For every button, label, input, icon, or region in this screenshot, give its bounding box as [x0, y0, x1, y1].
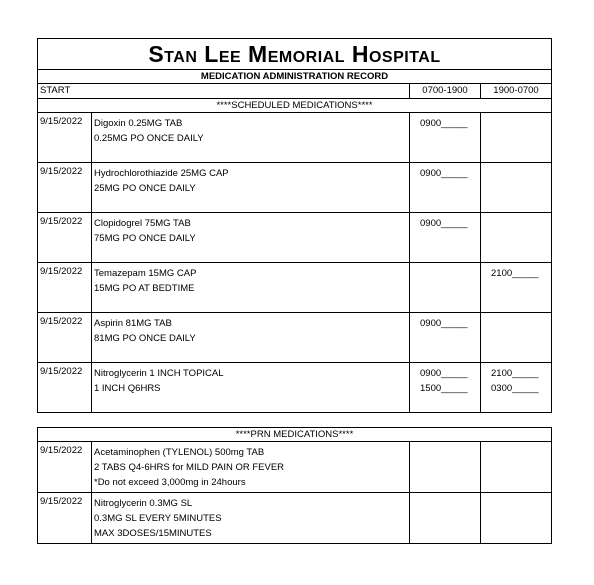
day-shift-cell	[410, 363, 481, 412]
night-shift-cell	[481, 442, 551, 492]
medication-row	[38, 213, 551, 263]
medication-name: Nitroglycerin 1 INCH TOPICAL	[94, 368, 224, 379]
medication-instruction: 0.25MG PO ONCE DAILY	[94, 133, 204, 144]
medication-instruction: 15MG PO AT BEDTIME	[94, 283, 195, 294]
medication-name: Hydrochlorothiazide 25MG CAP	[94, 168, 229, 179]
administration-time: 0900_____	[420, 168, 468, 179]
day-shift-cell	[410, 493, 481, 543]
scheduled-section-label: ****SCHEDULED MEDICATIONS****	[38, 99, 551, 113]
shift-day-header: 0700-1900	[410, 84, 481, 98]
medication-cell	[92, 313, 410, 362]
administration-time: 2100_____	[491, 368, 539, 379]
day-shift-cell	[410, 313, 481, 362]
start-date: 9/15/2022	[38, 363, 92, 412]
start-date: 9/15/2022	[38, 213, 92, 262]
night-shift-cell	[481, 213, 551, 262]
start-date: 9/15/2022	[38, 442, 92, 492]
medication-instruction: *Do not exceed 3,000mg in 24hours	[94, 477, 246, 488]
medication-instruction: MAX 3DOSES/15MINUTES	[94, 528, 212, 539]
administration-time: 0300_____	[491, 383, 539, 394]
medication-instruction: 0.3MG SL EVERY 5MINUTES	[94, 513, 222, 524]
start-date: 9/15/2022	[38, 313, 92, 362]
start-date: 9/15/2022	[38, 263, 92, 312]
medication-name: Digoxin 0.25MG TAB	[94, 118, 183, 129]
medication-instruction: 25MG PO ONCE DAILY	[94, 183, 196, 194]
night-shift-cell	[481, 263, 551, 312]
medication-row	[38, 363, 551, 412]
administration-time: 0900_____	[420, 118, 468, 129]
medication-cell	[92, 493, 410, 543]
medication-instruction: 75MG PO ONCE DAILY	[94, 233, 196, 244]
medication-cell	[92, 163, 410, 212]
medication-row	[38, 442, 551, 493]
night-shift-cell	[481, 493, 551, 543]
prn-section-label: ****PRN MEDICATIONS****	[38, 428, 551, 442]
medication-cell	[92, 113, 410, 162]
prn-medication-list	[38, 442, 551, 543]
medication-cell	[92, 442, 410, 492]
scheduled-medication-list	[38, 113, 551, 412]
medication-instruction: 1 INCH Q6HRS	[94, 383, 161, 394]
administration-time: 1500_____	[420, 383, 468, 394]
start-date: 9/15/2022	[38, 163, 92, 212]
night-shift-cell	[481, 313, 551, 362]
day-shift-cell	[410, 263, 481, 312]
start-date: 9/15/2022	[38, 113, 92, 162]
medication-name: Nitroglycerin 0.3MG SL	[94, 498, 193, 509]
administration-time: 0900_____	[420, 368, 468, 379]
medication-name: Aspirin 81MG TAB	[94, 318, 172, 329]
medication-row	[38, 313, 551, 363]
shift-night-header: 1900-0700	[493, 85, 539, 96]
night-shift-cell	[481, 163, 551, 212]
medication-row	[38, 163, 551, 213]
column-header-row	[38, 84, 551, 99]
medication-row	[38, 493, 551, 543]
medication-row	[38, 263, 551, 313]
administration-time: 2100_____	[491, 268, 539, 279]
record-title: MEDICATION ADMINISTRATION RECORD	[38, 70, 551, 84]
medication-row	[38, 113, 551, 163]
day-shift-cell	[410, 213, 481, 262]
hospital-name: Stan Lee Memorial Hospital	[38, 39, 551, 70]
prn-sheet	[37, 427, 552, 544]
administration-time: 0900_____	[420, 218, 468, 229]
medication-instruction: 2 TABS Q4-6HRS for MILD PAIN OR FEVER	[94, 462, 285, 473]
night-shift-cell	[481, 363, 551, 412]
start-label: START	[38, 84, 410, 98]
medication-cell	[92, 363, 410, 412]
day-shift-cell	[410, 113, 481, 162]
medication-cell	[92, 213, 410, 262]
mar-sheet	[37, 38, 552, 413]
day-shift-cell	[410, 442, 481, 492]
start-date: 9/15/2022	[38, 493, 92, 543]
medication-cell	[92, 263, 410, 312]
medication-name: Acetaminophen (TYLENOL) 500mg TAB	[94, 447, 265, 458]
medication-name: Temazepam 15MG CAP	[94, 268, 197, 279]
day-shift-cell	[410, 163, 481, 212]
night-shift-cell	[481, 113, 551, 162]
medication-instruction: 81MG PO ONCE DAILY	[94, 333, 196, 344]
medication-name: Clopidogrel 75MG TAB	[94, 218, 191, 229]
administration-time: 0900_____	[420, 318, 468, 329]
